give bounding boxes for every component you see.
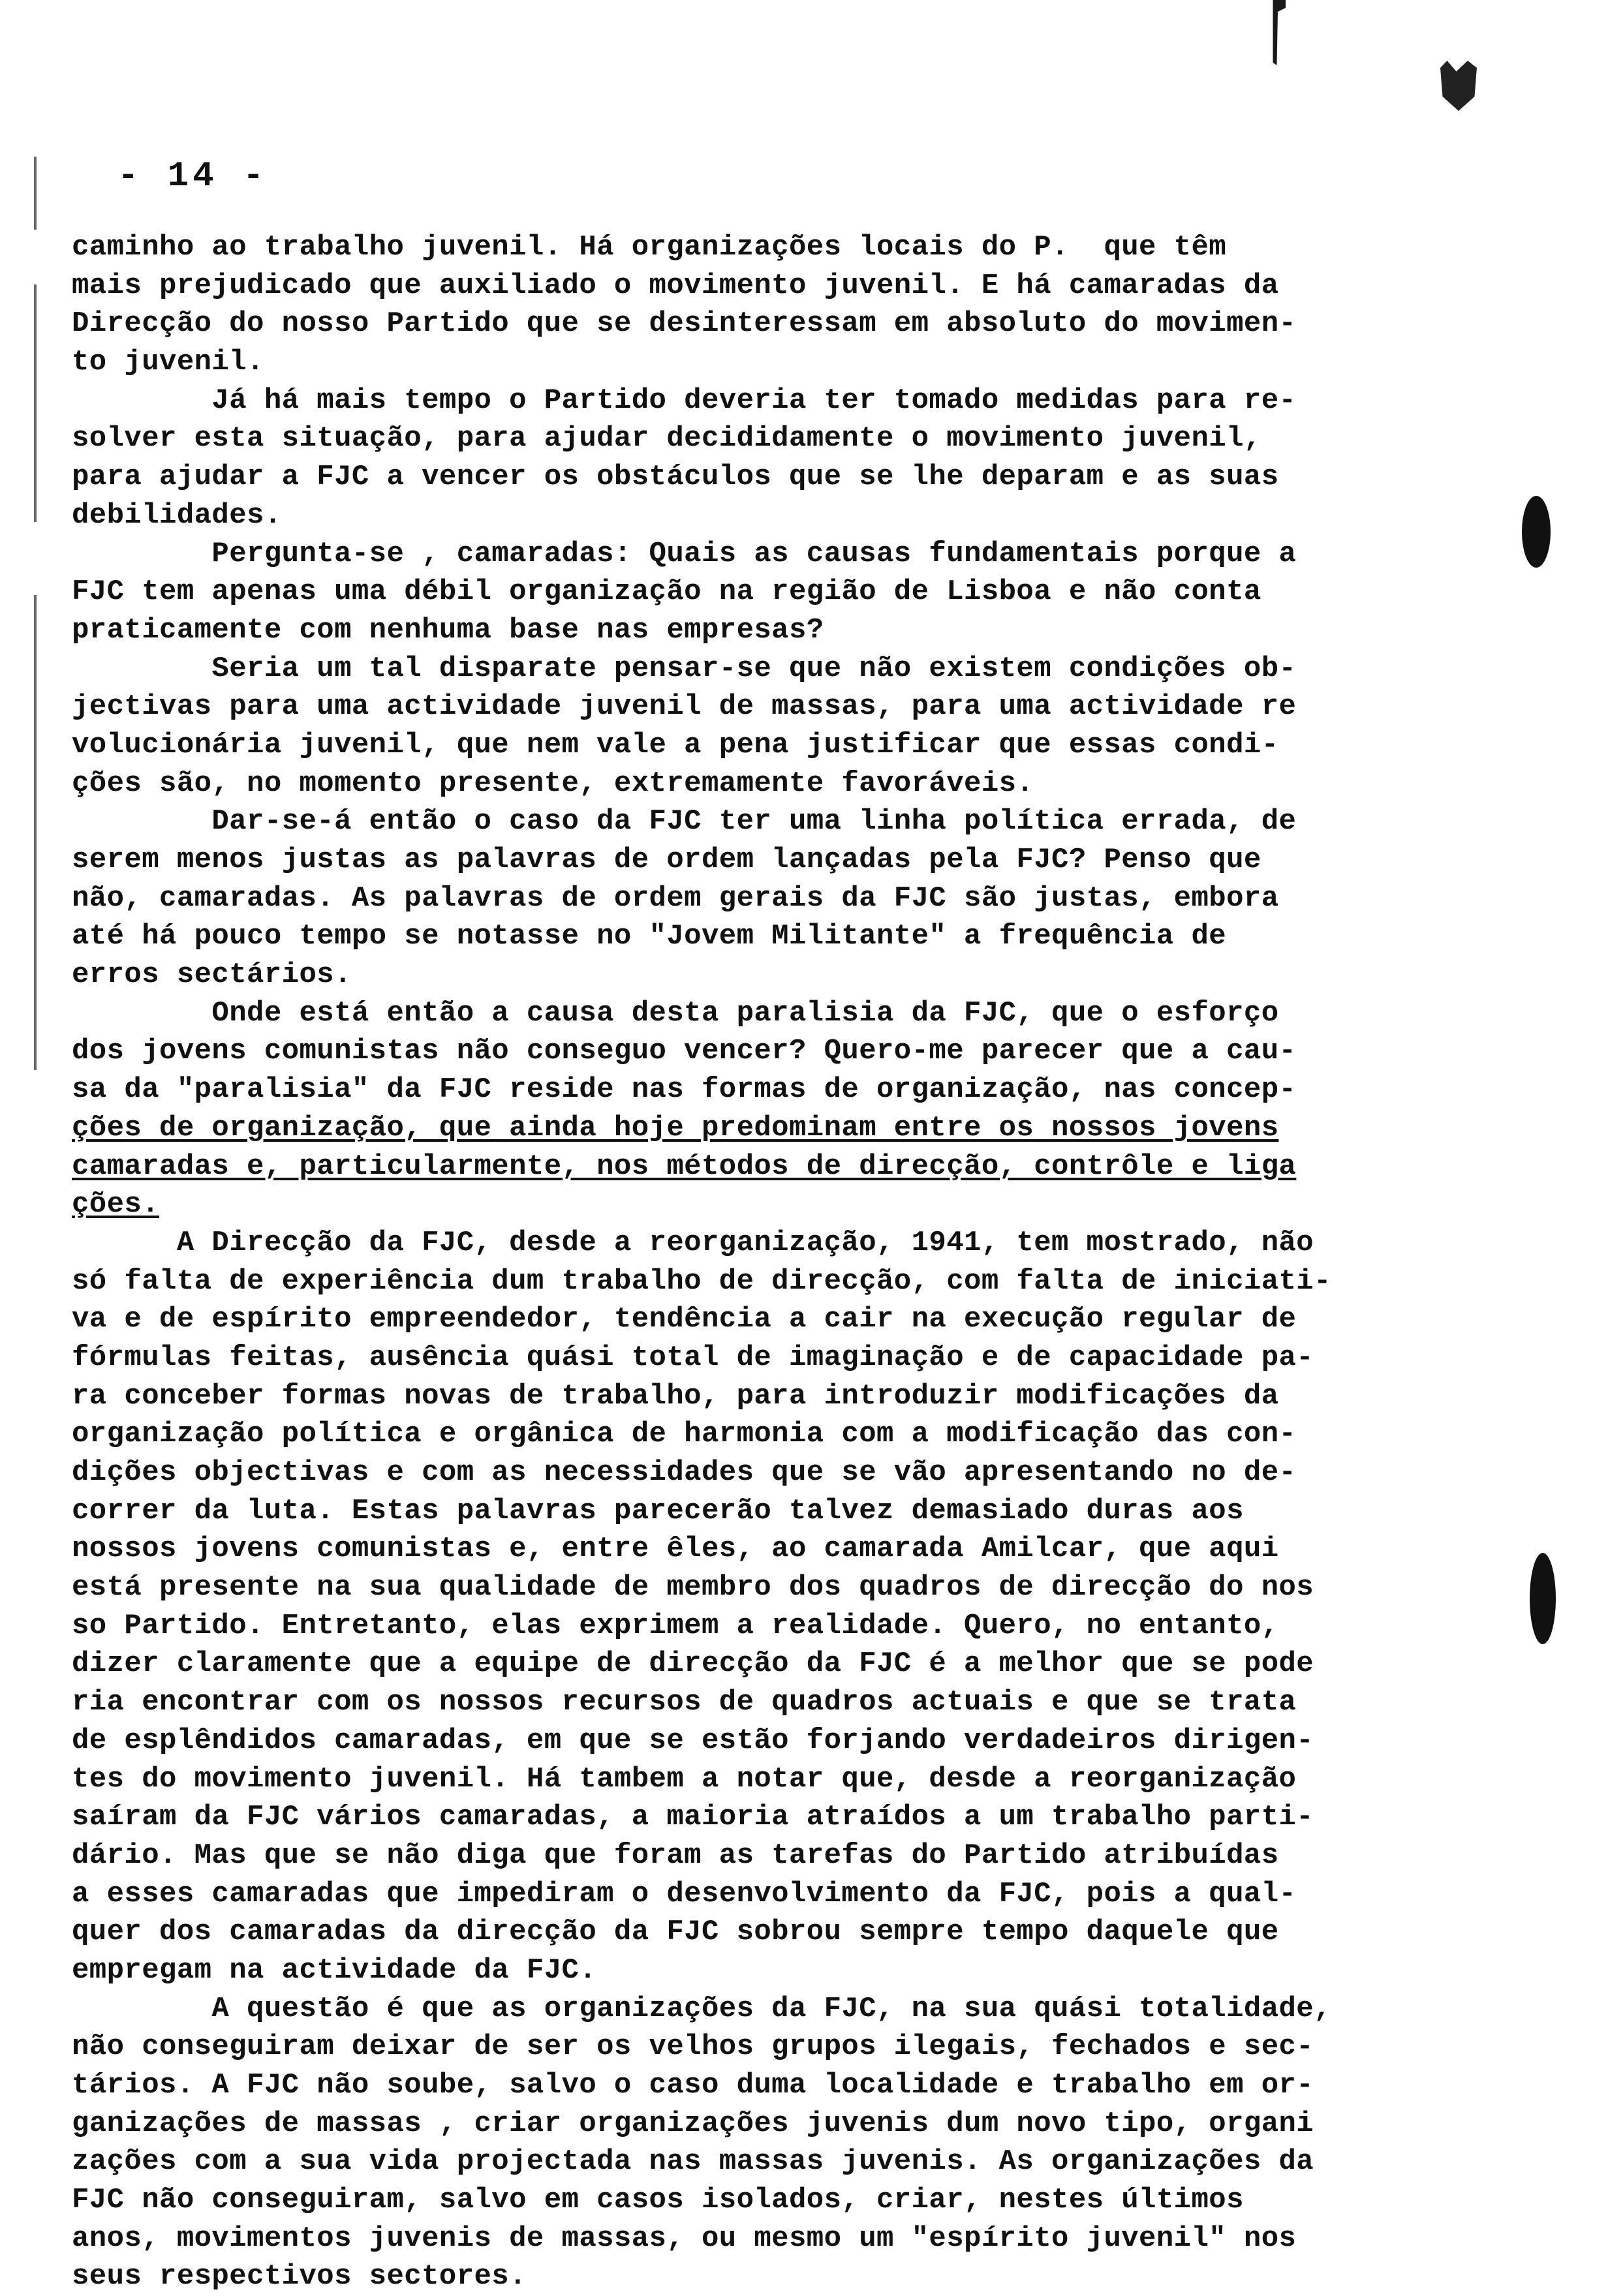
text-line: Já há mais tempo o Partido deveria ter tomado medidas para re-: [72, 384, 1297, 417]
scan-mark: [1266, 0, 1286, 65]
text-line: dições objectivas e com as necessidades que se vão apresentando no de-: [72, 1456, 1297, 1489]
text-line: não conseguiram deixar de ser os velhos grupos ilegais, fechados e sec-: [72, 2030, 1314, 2064]
text-line: quer dos camaradas da direcção da FJC sobrou sempre tempo daquele que: [72, 1916, 1279, 1949]
text-line: dos jovens comunistas não conseguo vencer? Quero-me parecer que a cau-: [72, 1035, 1297, 1068]
text-line: volucionária juvenil, que nem vale a pena justificar que essas condi-: [72, 728, 1279, 761]
text-line: dizer claramente que a equipe de direcção da FJC é a melhor que se pode: [72, 1647, 1314, 1681]
text-line: FJC não conseguiram, salvo em casos isolados, criar, nestes últimos: [72, 2184, 1244, 2217]
text-line: correr da luta. Estas palavras parecerão talvez demasiado duras aos: [72, 1494, 1244, 1527]
text-line-underlined: ções.: [72, 1188, 160, 1221]
text-line: praticamente com nenhuma base nas empresas?: [72, 613, 824, 647]
text-line: ções são, no momento presente, extremamente favoráveis.: [72, 767, 1034, 800]
text-line: so Partido. Entretanto, elas exprimem a realidade. Quero, no entanto,: [72, 1609, 1279, 1642]
text-line: Dar-se-á então o caso da FJC ter uma linha política errada, de: [72, 805, 1297, 838]
text-line: sa da "paralisia" da FJC reside nas formas de organização, nas concep-: [72, 1073, 1297, 1107]
text-line: zações com a sua vida projectada nas massas juvenis. As organizações da: [72, 2145, 1314, 2179]
text-line: erros sectários.: [72, 958, 352, 992]
text-line: Seria um tal disparate pensar-se que não existem condições ob-: [72, 652, 1297, 685]
text-line: tários. A FJC não soube, salvo o caso duma localidade e trabalho em or-: [72, 2069, 1314, 2102]
text-line: não, camaradas. As palavras de ordem gerais da FJC são justas, embora: [72, 881, 1279, 915]
text-line: está presente na sua qualidade de membro dos quadros de direcção do nos: [72, 1571, 1314, 1604]
page-number: - 14 -: [117, 157, 268, 196]
text-line: A Direcção da FJC, desde a reorganização, 1941, tem mostrado, não: [72, 1226, 1314, 1259]
text-line: mais prejudicado que auxiliado o movimento juvenil. E há camaradas da: [72, 269, 1279, 302]
text-line: dário. Mas que se não diga que foram as tarefas do Partido atribuídas: [72, 1839, 1279, 1872]
text-line: saíram da FJC vários camaradas, a maioria atraídos a um trabalho parti-: [72, 1801, 1314, 1834]
text-line: de esplêndidos camaradas, em que se estão forjando verdadeiros dirigen-: [72, 1724, 1314, 1757]
text-line: debilidades.: [72, 498, 282, 532]
margin-binding-line: [34, 157, 37, 1070]
text-line: organização política e orgânica de harmonia com a modificação das con-: [72, 1418, 1297, 1451]
ink-blot: [1530, 1553, 1556, 1644]
text-line: serem menos justas as palavras de ordem lançadas pela FJC? Penso que: [72, 844, 1261, 876]
text-line: va e de espírito empreendedor, tendência a cair na execução regular de: [72, 1303, 1297, 1336]
text-line: até há pouco tempo se notasse no "Jovem Militante" a frequência de: [72, 920, 1227, 953]
text-line: ria encontrar com os nossos recursos de quadros actuais e que se trata: [72, 1686, 1297, 1719]
text-line: Direcção do nosso Partido que se desinteressam em absoluto do movimen-: [72, 307, 1297, 341]
text-line: empregam na actividade da FJC.: [72, 1953, 597, 1987]
text-line: solver esta situação, para ajudar decididamente o movimento juvenil,: [72, 422, 1261, 455]
text-line: caminho ao trabalho juvenil. Há organizações locais do P. que têm: [72, 231, 1227, 264]
ink-blot: [1522, 496, 1551, 568]
text-line: jectivas para uma actividade juvenil de massas, para uma actividade re: [72, 690, 1297, 724]
text-line: to juvenil.: [72, 346, 264, 379]
text-line-underlined: camaradas e, particularmente, nos métodos de direcção, contrôle e liga: [72, 1150, 1297, 1183]
body-text: [72, 228, 1436, 2296]
text-line: A questão é que as organizações da FJC, na sua quási totalidade,: [72, 1992, 1331, 2025]
text-line: tes do movimento juvenil. Há tambem a notar que, desde a reorganização: [72, 1762, 1297, 1796]
text-line: Onde está então a causa desta paralisia da FJC, que o esforço: [72, 996, 1279, 1030]
text-line: ra conceber formas novas de trabalho, para introduzir modificações da: [72, 1379, 1279, 1413]
text-line: anos, movimentos juvenis de massas, ou mesmo um "espírito juvenil" nos: [72, 2222, 1297, 2255]
text-line: a esses camaradas que impediram o desenvolvimento da FJC, pois a qual-: [72, 1877, 1297, 1910]
text-line: fórmulas feitas, ausência quási total de imaginação e de capacidade pa-: [72, 1341, 1314, 1374]
text-line: nossos jovens comunistas e, entre êles, ao camarada Amilcar, que aqui: [72, 1533, 1279, 1566]
text-line: só falta de experiência dum trabalho de direcção, com falta de iniciati-: [72, 1264, 1331, 1298]
text-line-underlined: ções de organização, que ainda hoje predominam entre os nossos jovens: [72, 1111, 1279, 1144]
scan-mark: [1436, 39, 1481, 111]
text-line: FJC tem apenas uma débil organização na região de Lisboa e não conta: [72, 575, 1261, 609]
text-line: Pergunta-se , camaradas: Quais as causas fundamentais porque a: [72, 537, 1297, 570]
text-line: para ajudar a FJC a vencer os obstáculos que se lhe deparam e as suas: [72, 461, 1279, 494]
text-line: ganizações de massas , criar organizações juvenis dum novo tipo, organi: [72, 2107, 1314, 2140]
text-line: seus respectivos sectores.: [72, 2260, 527, 2293]
